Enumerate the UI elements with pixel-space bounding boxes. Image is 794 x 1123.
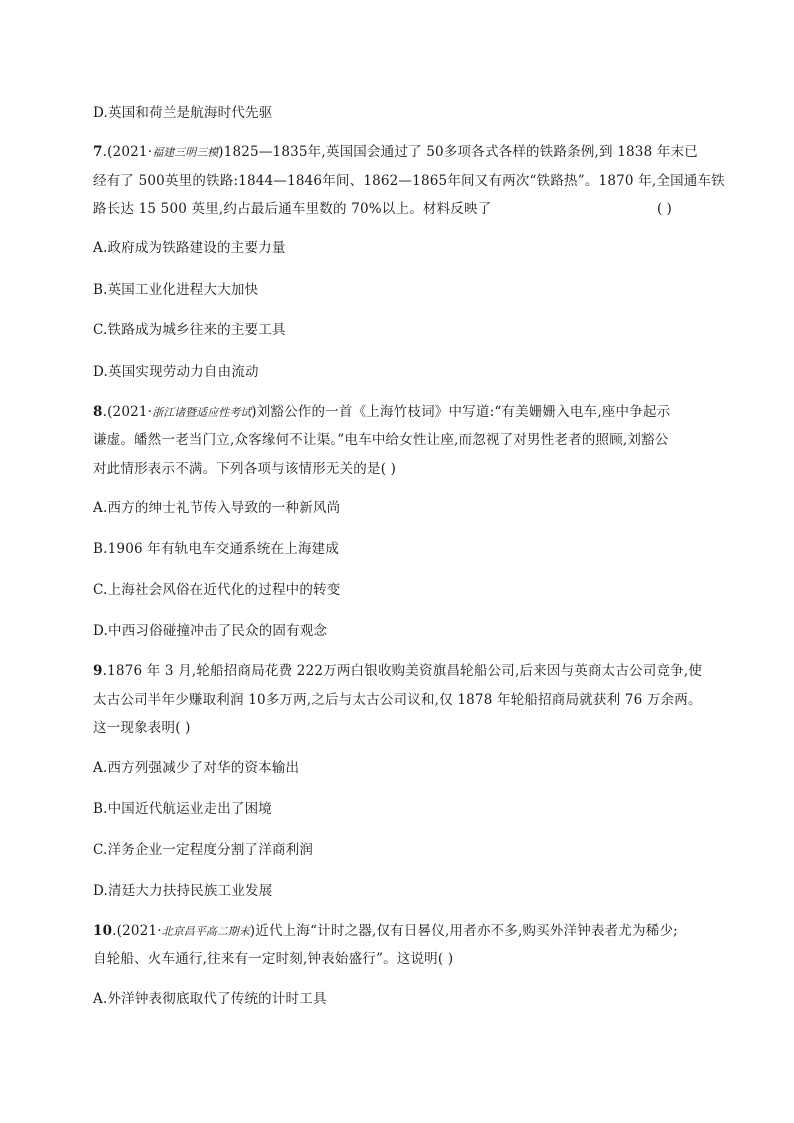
q8-number: 8 [93, 404, 103, 420]
q10-stem-line-2: 自轮船、火车通行,往来有一定时刻,钟表始盛行”。这说明( ) [93, 951, 454, 967]
q9-text-1: .1876 年 3 月,轮船招商局花费 222万两白银收购美资旗昌轮船公司,后来因与英商太古公司竞争,使 [102, 663, 703, 679]
q7-option-c[interactable]: C.铁路成为城乡往来的主要工具 [93, 322, 286, 338]
q9-option-c[interactable]: C.洋务企业一定程度分割了洋商利润 [93, 842, 314, 858]
q7-source: 福建三明三模 [152, 146, 219, 159]
q7-number: 7 [93, 144, 103, 160]
q9-stem-line-3: 这一现象表明( ) [93, 720, 191, 736]
q10-source-prefix: .(2021· [112, 923, 162, 939]
q8-text-1: )刘豁公作的一首《上海竹枝词》中写道:“有美姗姗入电车,座中争起示 [251, 404, 671, 420]
q8-option-b[interactable]: B.1906 年有轨电车交通系统在上海建成 [93, 541, 340, 557]
q10-text-1: )近代上海“计时之器,仅有日晷仪,用者亦不多,购买外洋钟表者尤为稀少; [249, 923, 678, 939]
q8-source: 浙江诸暨适应性考试 [152, 406, 252, 419]
q8-source-prefix: .(2021· [102, 404, 153, 420]
q8-option-a[interactable]: A.西方的绅士礼节传入导致的一种新风尚 [93, 500, 341, 516]
q8-option-d[interactable]: D.中西习俗碰撞冲击了民众的固有观念 [93, 623, 328, 639]
q7-source-prefix: .(2021· [102, 144, 153, 160]
q10-source: 北京昌平高二期末 [161, 925, 250, 938]
q7-stem-line-3: 路长达 15 500 英里,约占最后通车里数的 70%以上。材料反映了 [93, 201, 492, 217]
q9-option-a[interactable]: A.西方列强减少了对华的资本输出 [93, 760, 300, 776]
q7-option-b[interactable]: B.英国工业化进程大大加快 [93, 282, 259, 298]
q7-stem-line-1 [93, 142, 698, 163]
q9-stem-line-1 [93, 661, 702, 681]
q10-option-a[interactable]: A.外洋钟表彻底取代了传统的计时工具 [93, 991, 327, 1007]
q7-option-a[interactable]: A.政府成为铁路建设的主要力量 [93, 240, 286, 256]
q8-stem-line-2: 谦虚。皤然一老当门立,众客缘何不让渠。”电车中给女性让座,而忽视了对男性老者的照顾,刘豁公 [93, 432, 669, 448]
q9-number: 9 [93, 663, 103, 679]
q7-stem-line-2: 经有了 500英里的铁路:1844—1846年间、1862—1865年间又有两次“铁路热”。1870 年,全国通车铁 [93, 173, 725, 189]
q10-number: 10 [93, 923, 113, 939]
q7-option-d[interactable]: D.英国实现劳动力自由流动 [93, 364, 259, 380]
q9-stem-line-2: 太古公司半年少赚取利润 10多万两,之后与太古公司议和,仅 1878 年轮船招商局就获利 76 万余两。 [93, 692, 702, 708]
q9-option-d[interactable]: D.清廷大力扶持民族工业发展 [93, 883, 273, 899]
q8-option-c[interactable]: C.上海社会风俗在近代化的过程中的转变 [93, 582, 341, 598]
q6-option-d[interactable]: D.英国和荷兰是航海时代先驱 [93, 105, 273, 121]
q8-stem-line-1 [93, 402, 670, 423]
q9-option-b[interactable]: B.中国近代航运业走出了困境 [93, 801, 273, 817]
q8-stem-line-3: 对此情形表示不满。下列各项与该情形无关的是( ) [93, 461, 397, 477]
q7-answer-blank[interactable]: ( ) [657, 201, 672, 217]
q10-stem-line-1 [93, 921, 678, 942]
q7-text-1: )1825—1835年,英国国会通过了 50多项各式各样的铁路条例,到 1838 年末已 [218, 144, 698, 160]
